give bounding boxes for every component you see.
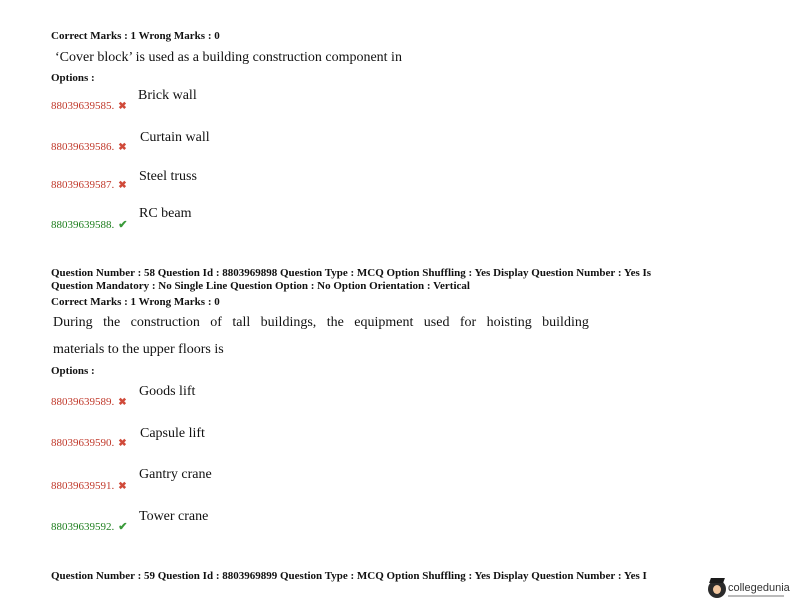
logo-tagline [728,595,784,597]
q57-option-3 [51,175,127,193]
q58-option-4-text: Tower crane [139,509,209,524]
q58-question-line-2: materials to the upper floors is [53,342,224,357]
collegedunia-logo [708,578,788,604]
q58-options-label: Options : [51,365,95,377]
option-id: 88039639589. [51,396,115,408]
q58-option-2-text: Capsule lift [140,426,205,441]
logo-text: collegedunia [728,582,790,594]
question-word: the [103,315,121,330]
check-mark-icon: ✔ [118,521,128,533]
question-word: for [459,315,477,330]
question-word: tall [232,315,251,330]
option-id: 88039639592. [51,521,115,533]
cross-mark-icon: ✖ [118,438,127,449]
cross-mark-icon: ✖ [118,142,127,153]
option-id: 88039639590. [51,437,115,449]
cross-mark-icon: ✖ [118,397,127,408]
logo-face-icon [713,585,721,594]
q57-option-2 [51,137,127,155]
q59-header-line-1: Question Number : 59 Question Id : 8803969899 Question Type : MCQ Option Shuffling : Yes Display Question Number : Yes I [51,570,647,582]
q57-question-text: ‘Cover block’ is used as a building construction component in [55,50,402,65]
q58-header-line-2: Question Mandatory : No Single Line Question Option : No Option Orientation : Vertical [51,280,470,292]
option-id: 88039639586. [51,141,115,153]
question-word: construction [130,315,200,330]
question-word: equipment [354,315,414,330]
q58-option-4 [51,517,127,535]
question-word: hoisting [486,315,532,330]
question-word: used [423,315,450,330]
question-word: the [326,315,344,330]
graduation-cap-icon [709,578,725,583]
q58-option-1 [51,392,127,410]
q58-question-line-1 [53,315,589,331]
option-id: 88039639587. [51,179,115,191]
q57-option-4 [51,215,127,233]
question-word: building [542,315,589,330]
question-word: of [210,315,222,330]
q57-options-label: Options : [51,72,95,84]
q57-option-4-text: RC beam [139,206,192,221]
cross-mark-icon: ✖ [118,101,127,112]
question-word: buildings, [260,315,317,330]
cross-mark-icon: ✖ [118,180,127,191]
option-id: 88039639588. [51,219,115,231]
q57-option-1-text: Brick wall [138,88,197,103]
q58-option-3 [51,476,127,494]
q58-option-2 [51,433,127,451]
check-mark-icon: ✔ [118,219,128,231]
cross-mark-icon: ✖ [118,481,127,492]
q58-option-3-text: Gantry crane [139,467,212,482]
q57-marks: Correct Marks : 1 Wrong Marks : 0 [51,30,220,42]
option-id: 88039639585. [51,100,115,112]
option-id: 88039639591. [51,480,115,492]
q57-option-2-text: Curtain wall [140,130,210,145]
question-word: During [53,315,93,330]
q58-marks: Correct Marks : 1 Wrong Marks : 0 [51,296,220,308]
q57-option-1 [51,96,127,114]
q58-option-1-text: Goods lift [139,384,196,399]
q57-option-3-text: Steel truss [139,169,197,184]
q58-header-line-1: Question Number : 58 Question Id : 8803969898 Question Type : MCQ Option Shuffling : Yes Display Question Number : Yes Is [51,267,652,279]
